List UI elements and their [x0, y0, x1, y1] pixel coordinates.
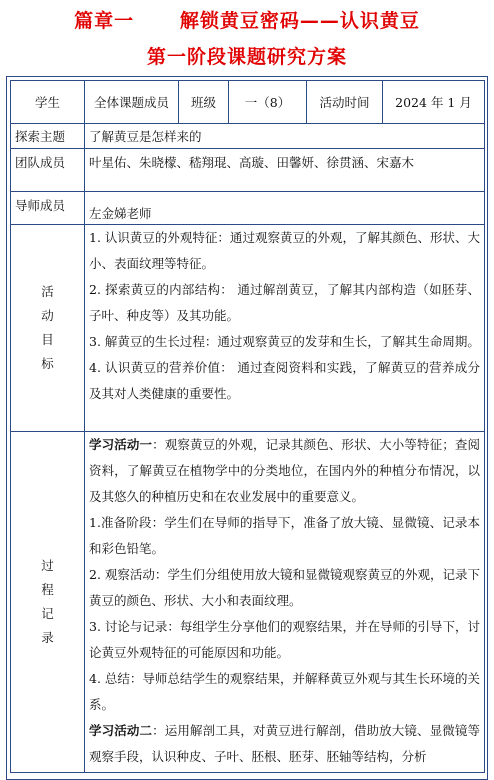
goals-content — [85, 225, 485, 432]
goal-item: 4. 认识黄豆的营养价值： 通过查阅资料和实践，了解黄豆的营养成分及其对人类健康的重要性。 — [89, 360, 480, 401]
process-label-text: 过 程 记 录 — [41, 558, 54, 645]
team-label: 团队成员 — [11, 149, 85, 192]
theme-value: 了解黄豆是怎样来的 — [85, 124, 485, 149]
activity-one-intro: ：观察黄豆的外观，记录其颜色、形状、大小等特征；查阅资料，了解黄豆在植物学中的分类地位，在国内外的种植分布情况，以及其悠久的种植历史和在农业发展中的重要意义。 — [89, 437, 480, 504]
activity-one-title: 学习活动一 — [89, 437, 153, 452]
class-label: 班级 — [179, 81, 229, 124]
goal-item: 2. 探索黄豆的内部结构： 通过解剖黄豆，了解其内部构造（如胚芽、子叶、种皮等）及其功能。 — [89, 282, 480, 323]
student-value: 全体课题成员 — [85, 81, 179, 124]
goals-row — [11, 225, 485, 432]
plan-title: 第一阶段课题研究方案 — [146, 46, 347, 68]
mentor-label: 导师成员 — [11, 192, 85, 225]
mentor-value: 左金娣老师 — [85, 192, 485, 225]
time-label: 活动时间 — [307, 81, 383, 124]
team-row — [11, 149, 485, 192]
process-label — [11, 432, 85, 773]
process-step: 3. 讨论与记录：每组学生分享他们的观察结果，并在导师的引导下，讨论黄豆外观特征的可能原因和功能。 — [89, 619, 480, 660]
time-value: 2024 年 1 月 — [383, 81, 485, 124]
process-step: 4. 总结：导师总结学生的观察结果，并解释黄豆外观与其生长环境的关系。 — [89, 671, 480, 712]
theme-row — [11, 124, 485, 149]
activity-one — [89, 432, 480, 510]
goals-label-text: 活 动 目 标 — [41, 284, 54, 371]
activity-two-title: 学习活动二 — [89, 723, 153, 738]
plan-table — [10, 80, 485, 773]
process-step: 1.准备阶段：学生们在导师的指导下，准备了放大镜、显微镜、记录本和彩色铅笔。 — [89, 515, 480, 556]
chapter-title — [0, 6, 494, 33]
chapter-subtitle: 解锁黄豆密码——认识黄豆 — [179, 10, 420, 32]
goals-label — [11, 225, 85, 432]
activity-two-intro: ：运用解剖工具，对黄豆进行解剖，借助放大镜、显微镜等观察手段，认识种皮、子叶、胚根、胚芽、胚轴等结构，分析 — [89, 723, 480, 764]
team-value: 叶星佑、朱晓檬、嵇翔琨、高璇、田馨妍、徐贯涵、宋嘉木 — [85, 149, 485, 192]
class-value: 一（8） — [229, 81, 307, 124]
chapter-number: 篇章一 — [74, 10, 135, 32]
process-step: 2. 观察活动：学生们分组使用放大镜和显微镜观察黄豆的外观，记录下黄豆的颜色、形状、大小和表面纹理。 — [89, 567, 480, 608]
process-content — [85, 432, 485, 773]
mentor-row — [11, 192, 485, 225]
goal-item: 1. 认识黄豆的外观特征：通过观察黄豆的外观，了解其颜色、形状、大小、表面纹理等特征。 — [89, 230, 480, 271]
process-row — [11, 432, 485, 773]
student-label: 学生 — [11, 81, 85, 124]
header-row — [11, 81, 485, 124]
theme-label: 探索主题 — [11, 124, 85, 149]
goal-item: 3. 解黄豆的生长过程：通过观察黄豆的发芽和生长，了解其生命周期。 — [89, 334, 480, 349]
activity-two — [89, 718, 480, 770]
